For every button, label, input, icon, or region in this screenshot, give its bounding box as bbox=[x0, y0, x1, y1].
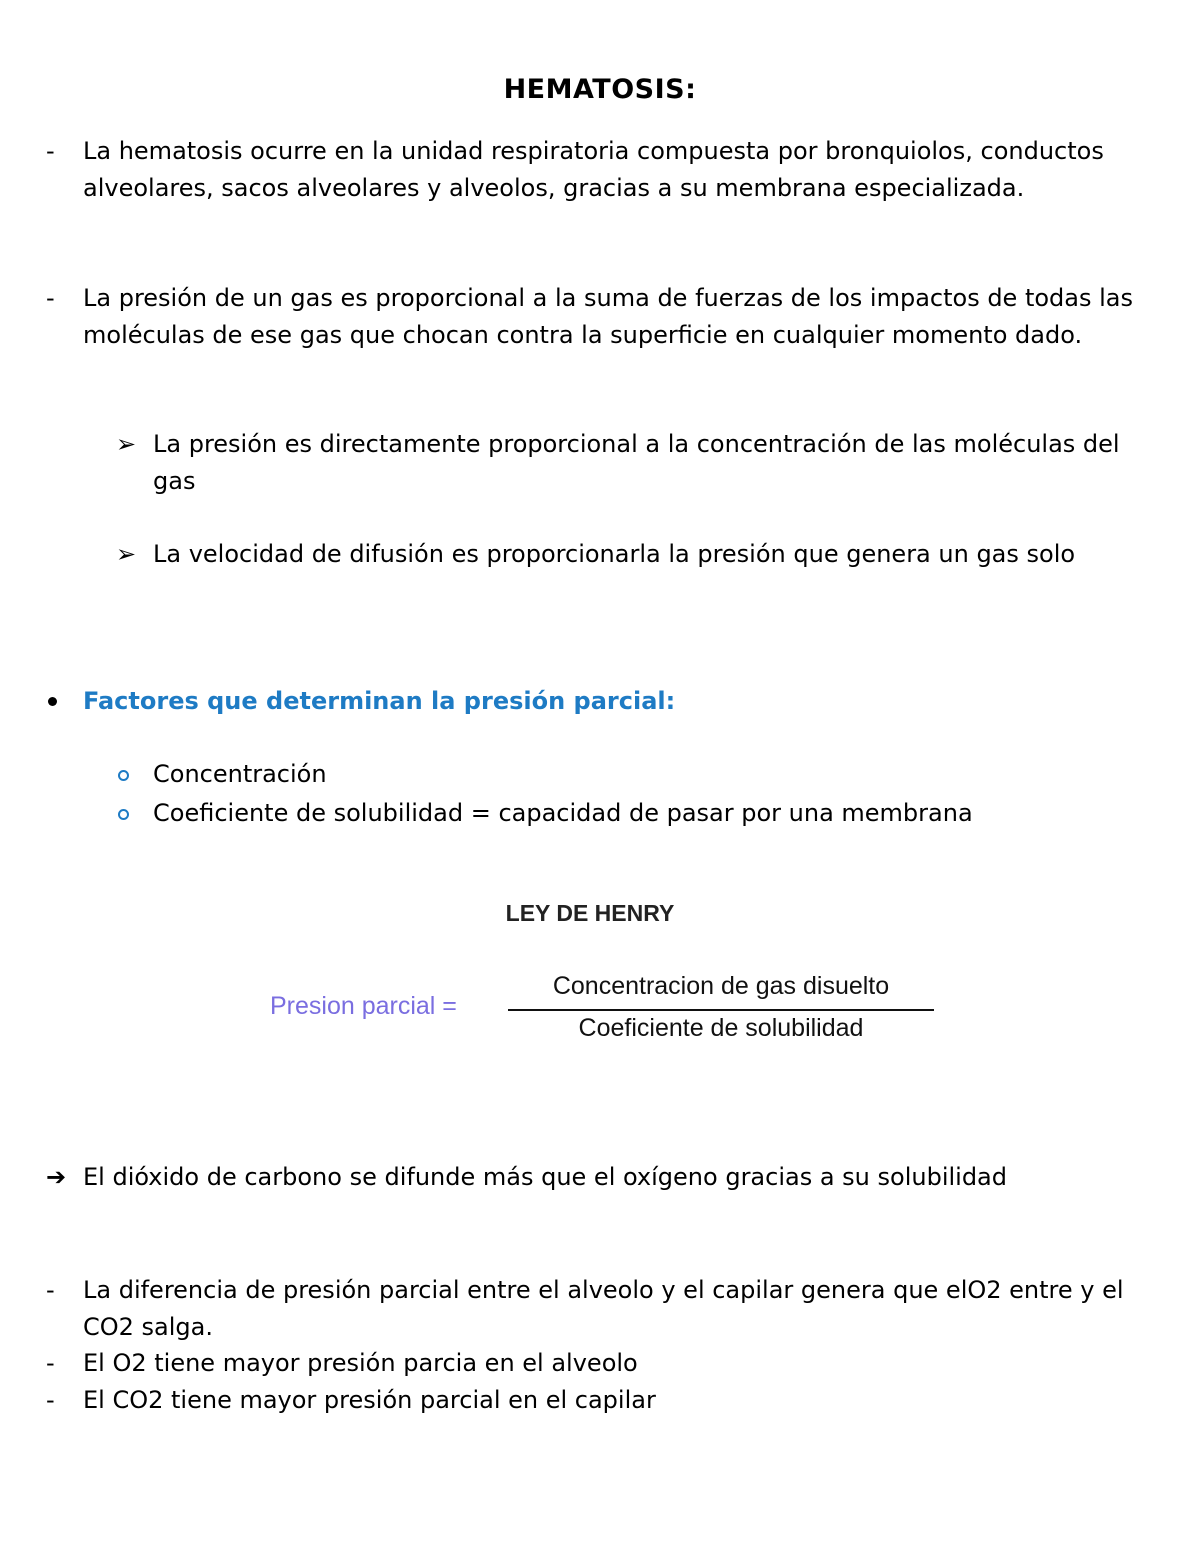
circle-bullet-icon bbox=[118, 770, 129, 781]
dash-marker: - bbox=[46, 1349, 55, 1377]
sub-point-diffusion-speed bbox=[116, 536, 1166, 573]
formula-numerator: Concentracion de gas disuelto bbox=[552, 972, 890, 1000]
final-point-o2 bbox=[46, 1345, 1166, 1382]
final-point-text: El CO2 tiene mayor presión parcial en el capilar bbox=[83, 1386, 656, 1414]
paragraph-text: La presión de un gas es proporcional a la suma de fuerzas de los impactos de todas las moléculas de ese gas que chocan contra la superficie en cualquier momento dado. bbox=[83, 284, 1133, 349]
factors-heading-row bbox=[46, 683, 1166, 720]
dash-marker: - bbox=[46, 1386, 55, 1414]
final-point-text: El O2 tiene mayor presión parcia en el alveolo bbox=[83, 1349, 638, 1377]
final-point-text: La diferencia de presión parcial entre el alveolo y el capilar genera que elO2 entre y el CO2 salga. bbox=[83, 1276, 1124, 1341]
arrow-statement-text: El dióxido de carbono se difunde más que el oxígeno gracias a su solubilidad bbox=[83, 1163, 1007, 1191]
page-title: HEMATOSIS: bbox=[503, 74, 697, 105]
sub-point-concentration bbox=[116, 426, 1166, 500]
paragraph-text: La hematosis ocurre en la unidad respiratoria compuesta por bronquiolos, conductos alveolares, sacos alveolares y alveolos, gracias a su membrana especializada. bbox=[83, 137, 1104, 202]
final-point-co2 bbox=[46, 1382, 1166, 1419]
factor-item-text: Concentración bbox=[153, 760, 327, 788]
arrowhead-bullet-icon: ➢ bbox=[116, 540, 137, 568]
dash-marker: - bbox=[46, 1276, 55, 1304]
fraction-line bbox=[508, 1009, 934, 1011]
factor-item-text: Coeficiente de solubilidad = capacidad de pasar por una membrana bbox=[153, 799, 973, 827]
final-point-pressure-difference bbox=[46, 1272, 1166, 1346]
paragraph-hematosis-location bbox=[46, 133, 1166, 207]
factor-item bbox=[116, 795, 1166, 832]
dash-marker: - bbox=[46, 137, 55, 165]
paragraph-gas-pressure bbox=[46, 280, 1166, 354]
henry-law-title: LEY DE HENRY bbox=[505, 900, 675, 926]
circle-bullet-icon bbox=[118, 809, 129, 820]
arrow-statement-row bbox=[46, 1159, 1166, 1196]
formula-denominator: Coeficiente de solubilidad bbox=[578, 1014, 864, 1042]
dash-marker: - bbox=[46, 284, 55, 312]
factor-item bbox=[116, 756, 1166, 793]
arrowhead-bullet-icon: ➢ bbox=[116, 430, 137, 458]
sub-point-text: La velocidad de difusión es proporcionarla la presión que genera un gas solo bbox=[153, 540, 1076, 568]
right-arrow-icon: ➔ bbox=[46, 1163, 67, 1191]
factors-heading: Factores que determinan la presión parcial: bbox=[83, 687, 676, 715]
formula-lhs: Presion parcial = bbox=[270, 992, 457, 1020]
sub-point-text: La presión es directamente proporcional a la concentración de las moléculas del gas bbox=[153, 430, 1120, 495]
bullet-dot-icon bbox=[48, 697, 57, 706]
